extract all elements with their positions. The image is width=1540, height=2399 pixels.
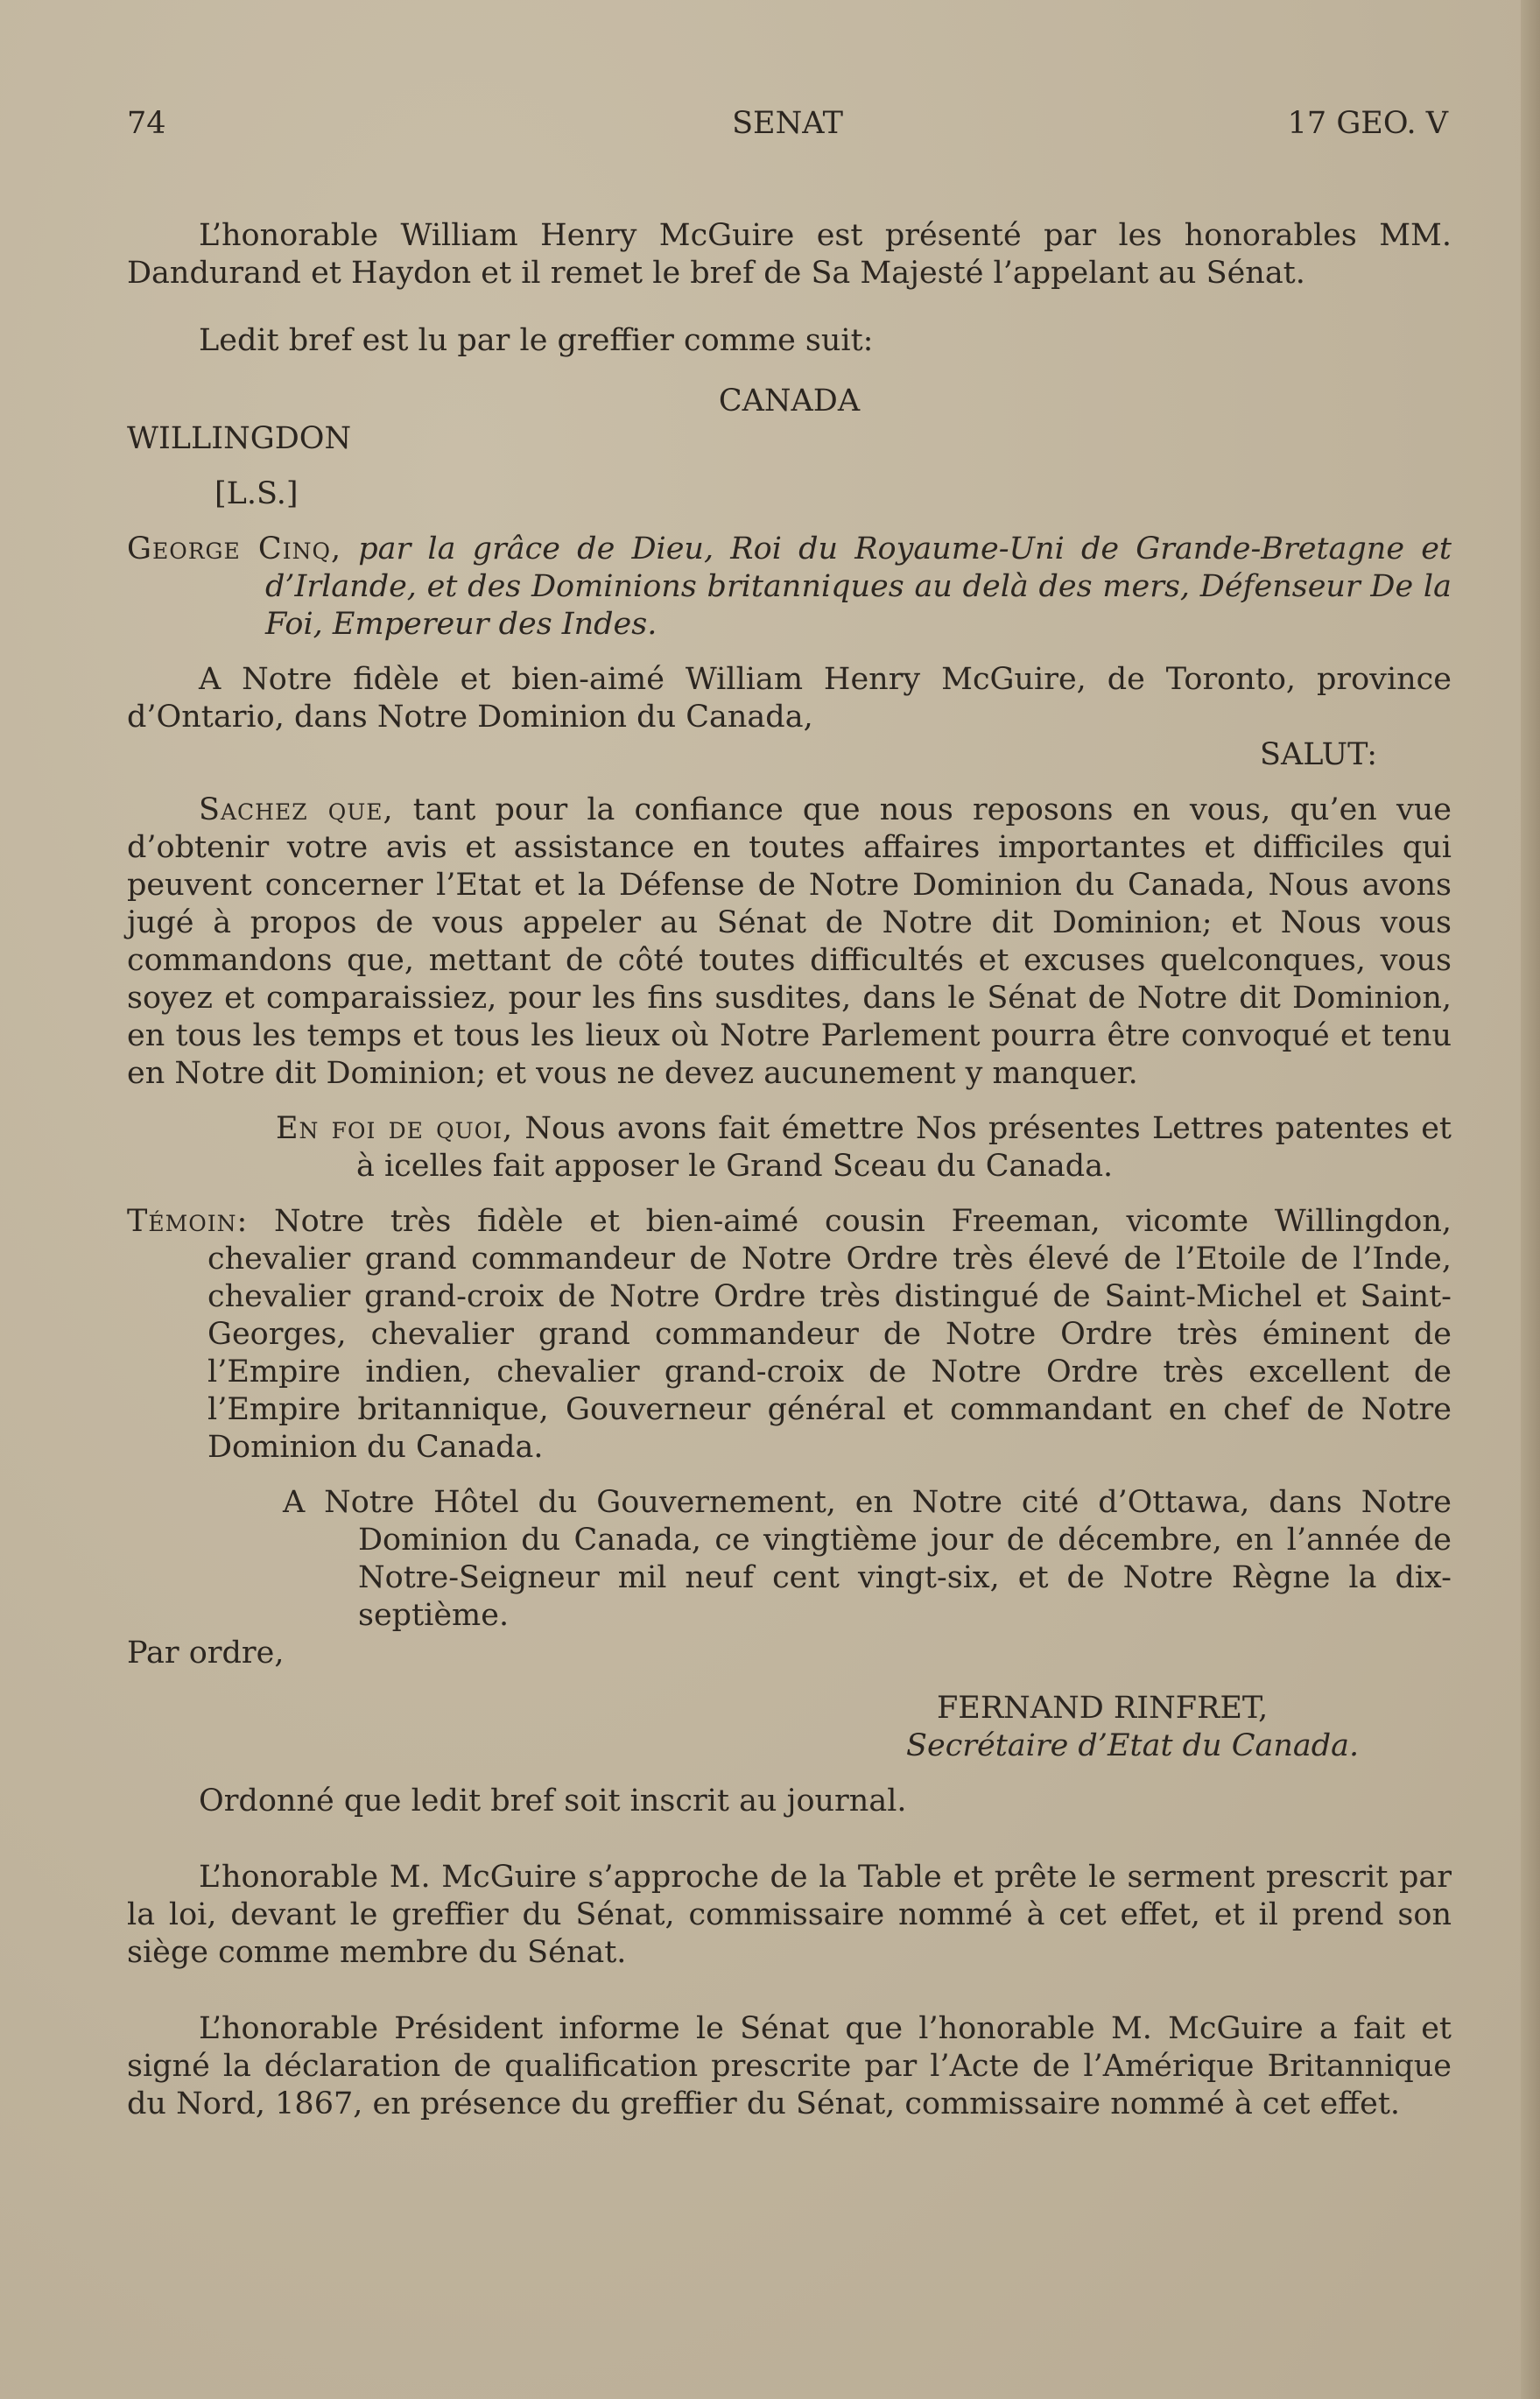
george-cinq-label: George Cinq, [127, 531, 342, 566]
paragraph-ordonne: Ordonné que ledit bref soit inscrit au journal. [199, 1783, 907, 1819]
heading-willingdon: WILLINGDON [127, 421, 352, 456]
en-foi-text: Nous avons fait émettre Nos présentes Lettres patentes et à icelles fait apposer le Grand Sceau du Canada. [356, 1111, 1452, 1184]
paragraph-bref-lu: Ledit bref est lu par le greffier comme suit: [199, 323, 874, 358]
running-head [127, 105, 1448, 145]
paragraph-address: A Notre fidèle et bien-aimé William Henry McGuire, de Toronto, province d’Ontario, dans Notre Dominion du Canada, [127, 662, 1452, 735]
paragraph-en-foi [127, 1110, 1452, 1185]
session-label: 17 GEO. V [1287, 106, 1448, 141]
sachez-que-label: Sachez que, [199, 792, 394, 827]
document-body [127, 217, 1452, 2123]
par-ordre: Par ordre, [127, 1636, 285, 1671]
page-title: SENAT [732, 106, 843, 141]
signer-title: Secrétaire d’Etat du Canada. [906, 1728, 1360, 1763]
seal-mark: [L.S.] [214, 476, 299, 511]
heading-canada: CANADA [718, 383, 861, 419]
page-number: 74 [127, 106, 166, 141]
paragraph-sachez-que [127, 791, 1452, 1093]
paragraph-president: L’honorable Président informe le Sénat que l’honorable M. McGuire a fait et signé la déclaration de qualification prescrite par l’Acte de l’Amérique Britannique du Nord, 1867, en présence du greffier du Sénat, commissaire nommé à cet effet. [127, 2011, 1452, 2121]
temoin-label: Témoin: [127, 1204, 249, 1239]
signer-name: FERNAND RINFRET, [937, 1691, 1269, 1726]
temoin-text: Notre très fidèle et bien-aimé cousin Freeman, vicomte Willingdon, chevalier grand commandeur de Notre Ordre très élevé de l’Etoile de l’Inde, chevalier grand-croix de Notre Ordre très distingué de Saint-Michel et Saint-Georges, chevalier grand commandeur de Notre Ordre très éminent de l’Empire indien, chevalier grand-croix de Notre Ordre très excellent de l’Empire britannique, Gouverneur général et commandant en chef de Notre Dominion du Canada. [207, 1204, 1452, 1465]
sachez-que-text: tant pour la confiance que nous reposons en vous, qu’en vue d’obtenir votre avis et assistance en toutes affaires importantes et difficiles qui peuvent concerner l’Etat et la Défense de Notre Dominion du Canada, Nous avons jugé à propos de vous appeler au Sénat de Notre dit Dominion; et Nous vous commandons que, mettant de côté toutes difficultés et excuses quelconques, vous soyez et comparaissiez, pour les fins susdites, dans le Sénat de Notre dit Dominion, en tous les temps et tous les lieux où Notre Parlement pourra être convoqué et tenu en Notre dit Dominion; et vous ne devez aucunement y manquer. [127, 792, 1452, 1091]
paragraph-serment: L’honorable M. McGuire s’approche de la Table et prête le serment prescrit par la loi, devant le greffier du Sénat, commissaire nommé à cet effet, et il prend son siège comme membre du Sénat. [127, 1860, 1452, 1970]
salutation: SALUT: [1260, 737, 1377, 772]
paragraph-presentation: L’honorable William Henry McGuire est présenté par les honorables MM. Dandurand et Haydon et il remet le bref de Sa Majesté l’appelant au Sénat. [127, 218, 1452, 291]
paragraph-george-cinq [127, 531, 1452, 644]
paragraph-hotel: A Notre Hôtel du Gouvernement, en Notre cité d’Ottawa, dans Notre Dominion du Canada, ce vingtième jour de décembre, en l’année de Notre-Seigneur mil neuf cent vingt-six, et de Notre Règne la dix-septième. [283, 1485, 1452, 1633]
george-cinq-title: par la grâce de Dieu, Roi du Royaume-Uni de Grande-Bretagne et d’Irlande, et des Dominions britanniques au delà des mers, Défenseur De la Foi, Empereur des Indes. [265, 531, 1452, 642]
en-foi-label: En foi de quoi, [276, 1111, 514, 1146]
paragraph-temoin [127, 1203, 1452, 1467]
